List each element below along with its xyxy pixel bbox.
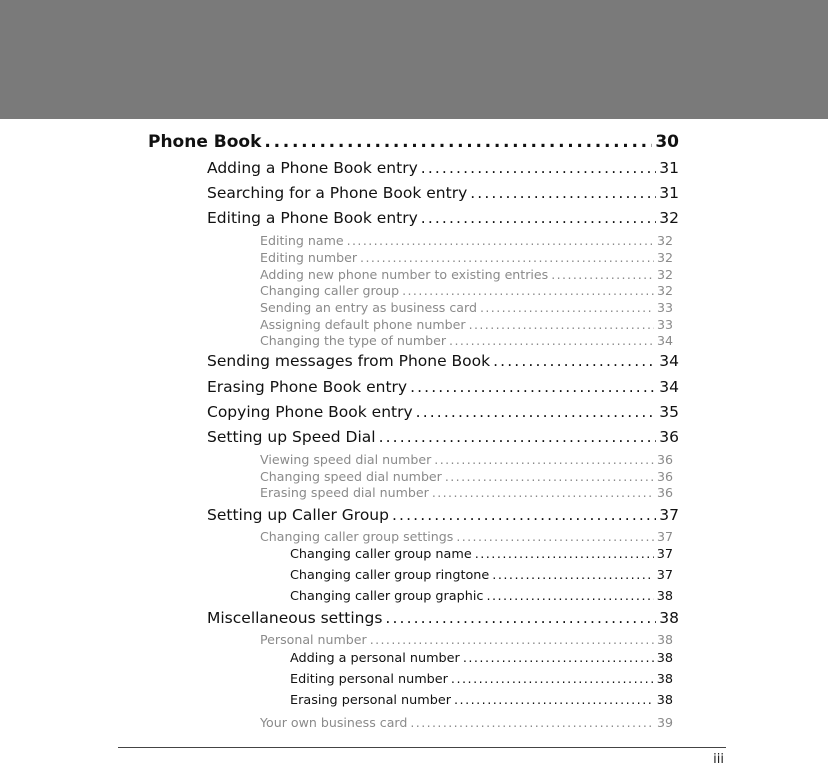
toc-leader [379, 428, 657, 446]
toc-leader [360, 250, 654, 265]
toc-entry-page: 34 [659, 378, 679, 396]
toc-entry-title: Viewing speed dial number [260, 452, 432, 467]
toc-subsubentry[interactable] [290, 589, 673, 604]
toc-entry-title: Adding a personal number [290, 651, 460, 666]
toc-entry-title: Adding new phone number to existing entries [260, 267, 549, 282]
toc-entry-phone-book[interactable] [148, 132, 679, 152]
toc-subentry[interactable] [260, 250, 673, 265]
toc-leader [486, 589, 653, 604]
toc-entry[interactable] [207, 209, 679, 227]
footer-rule [118, 747, 726, 748]
toc-subsubentry[interactable] [290, 672, 673, 687]
toc-entry-page: 36 [656, 452, 673, 467]
toc-entry-page: 33 [656, 300, 673, 315]
toc-leader [551, 267, 654, 282]
toc-entry-page: 34 [656, 333, 673, 348]
toc-leader [432, 485, 654, 500]
toc-entry-page: 36 [656, 469, 673, 484]
toc-leader [410, 378, 656, 396]
toc-subsubentry[interactable] [290, 693, 673, 708]
toc-entry-page: 37 [659, 506, 679, 524]
toc-leader [385, 609, 656, 627]
toc-entry-title: Changing caller group [260, 283, 400, 298]
toc-entry-title: Changing caller group name [290, 547, 472, 562]
toc-entry-page: 32 [656, 250, 673, 265]
toc-entry-page: 35 [659, 403, 679, 421]
toc-leader [463, 651, 654, 666]
toc-leader [347, 233, 654, 248]
toc-subentry[interactable] [260, 283, 673, 298]
toc-entry-page: 32 [656, 283, 673, 298]
toc-entry-title: Changing caller group ringtone [290, 568, 490, 583]
toc-entry[interactable] [207, 159, 679, 177]
toc-leader [449, 333, 654, 348]
toc-entry-title: Setting up Speed Dial [207, 428, 376, 446]
toc-subsubentry[interactable] [290, 651, 673, 666]
toc-leader [421, 209, 657, 227]
toc-subsubentry[interactable] [290, 547, 673, 562]
toc-entry-page: 38 [656, 589, 673, 604]
toc-leader [480, 300, 654, 315]
toc-subentry[interactable] [260, 317, 673, 332]
toc-entry-title: Adding a Phone Book entry [207, 159, 418, 177]
toc-subentry[interactable] [260, 529, 673, 544]
toc-subentry[interactable] [260, 632, 673, 647]
toc-entry-title: Editing name [260, 233, 344, 248]
toc-entry-page: 34 [659, 352, 679, 370]
toc-leader [445, 469, 654, 484]
toc-entry-title: Setting up Caller Group [207, 506, 389, 524]
toc-subentry[interactable] [260, 267, 673, 282]
toc-leader [410, 715, 654, 730]
toc-entry-title: Your own business card [260, 715, 408, 730]
toc-entry-page: 37 [656, 547, 673, 562]
toc-leader [370, 632, 654, 647]
toc-entry-title: Sending an entry as business card [260, 300, 477, 315]
toc-entry-page: 31 [659, 184, 679, 202]
toc-entry-title: Editing a Phone Book entry [207, 209, 418, 227]
toc-entry-title: Changing the type of number [260, 333, 447, 348]
toc-entry-page: 30 [655, 132, 679, 152]
toc-entry-title: Erasing Phone Book entry [207, 378, 408, 396]
toc-entry-page: 38 [656, 651, 673, 666]
page-number: iii [713, 752, 724, 767]
toc-subentry[interactable] [260, 469, 673, 484]
toc-entry-page: 38 [656, 672, 673, 687]
toc-entry-page: 38 [659, 609, 679, 627]
toc-leader [451, 672, 654, 687]
toc-entry-page: 37 [656, 529, 673, 544]
toc-leader [392, 506, 656, 524]
toc-entry-title: Searching for a Phone Book entry [207, 184, 468, 202]
toc-entry[interactable] [207, 506, 679, 524]
toc-leader [493, 352, 656, 370]
toc-entry-title: Editing number [260, 250, 358, 265]
toc-entry-title: Phone Book [148, 132, 262, 152]
toc-leader [492, 568, 653, 583]
toc-entry-title: Assigning default phone number [260, 317, 466, 332]
toc-leader [454, 693, 654, 708]
toc-leader [470, 184, 656, 202]
toc-entry-title: Miscellaneous settings [207, 609, 383, 627]
toc-leader [421, 159, 657, 177]
toc-entry-title: Changing caller group settings [260, 529, 454, 544]
toc-leader [469, 317, 654, 332]
toc-entry-page: 32 [659, 209, 679, 227]
toc-leader [475, 547, 654, 562]
toc-entry-page: 31 [659, 159, 679, 177]
toc-entry-title: Erasing personal number [290, 693, 451, 708]
toc-entry[interactable] [207, 428, 679, 446]
toc-entry-page: 33 [656, 317, 673, 332]
toc-subsubentry[interactable] [290, 568, 673, 583]
toc-entry[interactable] [207, 378, 679, 396]
toc-subentry[interactable] [260, 300, 673, 315]
toc-subentry[interactable] [260, 333, 673, 348]
toc-entry-page: 32 [656, 267, 673, 282]
toc-entry-page: 38 [656, 693, 673, 708]
toc-entry-page: 37 [656, 568, 673, 583]
toc-entry-page: 38 [656, 632, 673, 647]
toc-leader [416, 403, 657, 421]
toc-entry-page: 32 [656, 233, 673, 248]
toc-entry-title: Changing speed dial number [260, 469, 442, 484]
toc-entry-title: Sending messages from Phone Book [207, 352, 491, 370]
toc-entry[interactable] [207, 352, 679, 370]
toc-entry-title: Personal number [260, 632, 367, 647]
toc-entry-page: 36 [659, 428, 679, 446]
toc-entry[interactable] [207, 403, 679, 421]
toc-entry[interactable] [207, 609, 679, 627]
toc-subentry[interactable] [260, 452, 673, 467]
toc-leader [434, 452, 654, 467]
toc-subentry[interactable] [260, 715, 673, 730]
toc-subentry[interactable] [260, 233, 673, 248]
toc-entry-page: 36 [656, 485, 673, 500]
toc-entry[interactable] [207, 184, 679, 202]
toc-entry-title: Erasing speed dial number [260, 485, 429, 500]
toc-leader [402, 283, 654, 298]
toc-subentry[interactable] [260, 485, 673, 500]
toc-entry-title: Editing personal number [290, 672, 448, 687]
toc-leader [456, 529, 654, 544]
toc-entry-title: Copying Phone Book entry [207, 403, 413, 421]
toc-leader [264, 132, 652, 152]
toc-entry-page: 39 [656, 715, 673, 730]
toc-entry-title: Changing caller group graphic [290, 589, 484, 604]
